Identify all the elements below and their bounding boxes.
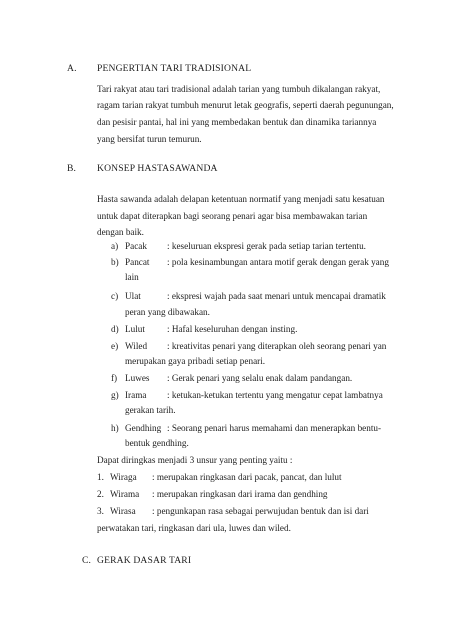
section-b-intro-line: dengan baik. [97, 227, 144, 237]
section-a-letter: A. [67, 63, 77, 74]
section-c-letter: C. [82, 555, 92, 566]
summary-item-marker: 2. [97, 489, 104, 499]
section-a-line: dan pesisir pantai, hal ini yang membedakan bentuk dan dinamika tariannya [97, 117, 377, 127]
list-item-term: Pancat [125, 257, 150, 267]
summary-intro: Dapat diringkas menjadi 3 unsur yang penting yaitu : [97, 455, 293, 465]
list-item-desc-cont: bentuk gendhing. [125, 438, 189, 448]
section-a-title: PENGERTIAN TARI TRADISIONAL [97, 63, 252, 74]
list-item-term: Irama [125, 390, 147, 400]
list-item-desc: : Gerak penari yang selalu enak dalam pandangan. [167, 373, 353, 383]
list-item-term: Gendhing [125, 423, 162, 433]
list-item-desc: : Seorang penari harus memahami dan menerapkan bentu- [167, 423, 382, 433]
list-item-desc: : Hafal keseluruhan dengan insting. [167, 324, 298, 334]
list-item-desc: : keseluruan ekspresi gerak pada setiap tarian tertentu. [167, 241, 366, 251]
list-item-desc: : pola kesinambungan antara motif gerak dengan gerak yang [167, 257, 389, 267]
section-b-letter: B. [67, 163, 77, 174]
list-item-desc-cont: lain [125, 272, 139, 282]
summary-item-term: Wiraga [110, 472, 137, 482]
list-item-term: Pacak [125, 241, 147, 251]
list-item-desc: : ketukan-ketukan tertentu yang mengatur cepat lambatnya [167, 390, 383, 400]
list-item-marker: b) [111, 257, 119, 267]
list-item-term: Lulut [125, 324, 145, 334]
section-b-intro-line: untuk dapat diterapkan bagi seorang penari agar bisa membawakan tarian [97, 211, 368, 221]
summary-item-desc: : pengunkapan rasa sebagai perwujudan bentuk dan isi dari [152, 506, 369, 516]
summary-item-desc: : merupakan ringkasan dari pacak, pancat, dan lulut [152, 472, 342, 482]
section-a-line: Tari rakyat atau tari tradisional adalah tarian yang tumbuh dikalangan rakyat, [97, 84, 381, 94]
list-item-marker: d) [111, 324, 119, 334]
summary-item-marker: 3. [97, 506, 104, 516]
summary-item-marker: 1. [97, 472, 104, 482]
section-b-title: KONSEP HASTASAWANDA [97, 163, 218, 174]
summary-item-term: Wirasa [110, 506, 136, 516]
summary-item-term: Wirama [110, 489, 140, 499]
list-item-desc: : kreativitas penari yang diterapkan oleh seorang penari yan [167, 341, 387, 351]
list-item-desc: : ekspresi wajah pada saat menari untuk mencapai dramatik [167, 291, 386, 301]
list-item-desc-cont: gerakan tarih. [125, 405, 176, 415]
list-item-marker: g) [111, 390, 119, 400]
list-item-desc-cont: peran yang dibawakan. [125, 307, 210, 317]
section-c-title: GERAK DASAR TARI [97, 555, 192, 566]
list-item-term: Ulat [125, 291, 141, 301]
list-item-marker: a) [111, 241, 119, 251]
summary-item-desc: : merupakan ringkasan dari irama dan gendhing [152, 489, 328, 499]
list-item-term: Luwes [125, 373, 150, 383]
section-b-intro-line: Hasta sawanda adalah delapan ketentuan normatif yang menjadi satu kesatuan [97, 194, 385, 204]
section-a-line: yang bersifat turun temurun. [97, 134, 202, 144]
list-item-term: Wiled [125, 341, 148, 351]
list-item-desc-cont: merupakan gaya pribadi setiap penari. [125, 356, 266, 366]
list-item-marker: h) [111, 423, 119, 433]
list-item-marker: f) [111, 373, 118, 383]
section-a-line: ragam tarian rakyat tumbuh menurut letak geografis, seperti daerah pegunungan, [97, 100, 394, 110]
list-item-marker: e) [111, 341, 119, 351]
summary-item-desc-cont: perwatakan tari, ringkasan dari ula, luwes dan wiled. [97, 523, 291, 533]
list-item-marker: c) [111, 291, 119, 301]
